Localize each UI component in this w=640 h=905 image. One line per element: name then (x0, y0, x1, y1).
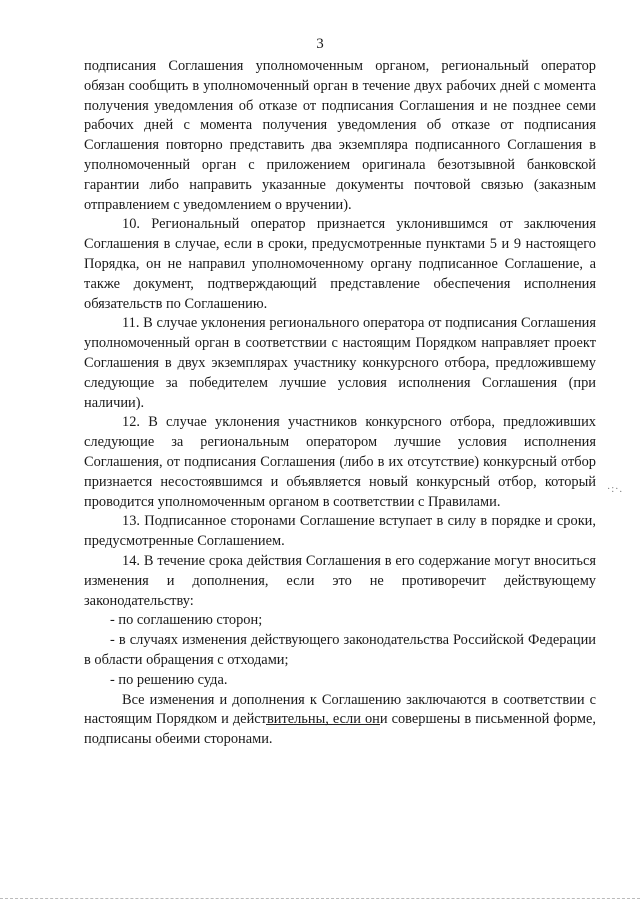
page-number: 3 (316, 36, 324, 52)
paragraph-12: 12. В случае уклонения участников конкурсного отбора, предложивших следующие за региональным оператором лучшие условия исполнения Соглашения, от подписания Соглашения (либо в их отсутствие) конкурсный отбор признается несостоявшимся и объявляется новый конкурсный отбор, который проводится уполномоченным органом в соответствии с Правилами. (84, 414, 596, 510)
paragraph-changes: Все изменения и дополнения к Соглашению заключаются в соответствии с настоящим Порядком и действительны, если они совершены в письменной форме, подписаны обеими сторонами. (84, 691, 596, 748)
list-item-agreement: - по соглашению сторон; (110, 612, 263, 629)
document-body (84, 57, 596, 750)
scan-artifact: ·:·. (607, 484, 623, 495)
paragraph-continuation: подписания Соглашения уполномоченным органом, региональный оператор обязан сообщить в уполномоченный орган в течение двух рабочих дней с момента получения уведомления об отказе от подписания Соглашения и не позднее семи рабочих дней с момента получения уведомления об отказе от подписания Соглашения повторно представить два экземпляра подписанного Соглашения в уполномоченный орган с приложением оригинала безотзывной банковской гарантии либо направить указанные документы почтовой связью (заказным отправлением с уведомлением о вручении). (84, 58, 596, 213)
list-item-legislation: - в случаях изменения действующего законодательства Российской Федерации в области обращения с отходами; (84, 632, 596, 668)
paragraph-11: 11. В случае уклонения регионального оператора от подписания Соглашения уполномоченный орган в соответствии с настоящим Порядком направляет проект Соглашения в двух экземплярах участнику конкурсного отбора, предложившему следующие за победителем лучшие условия исполнения Соглашения (при наличии). (84, 315, 596, 411)
paragraph-13: 13. Подписанное сторонами Соглашение вступает в силу в порядке и сроки, предусмотренные Соглашением. (84, 513, 596, 550)
scan-edge (0, 898, 640, 905)
list-item-court: - по решению суда. (110, 671, 228, 688)
paragraph-14: 14. В течение срока действия Соглашения в его содержание могут вноситься изменения и дополнения, если это не противоречит действующему законодательству: (84, 552, 596, 609)
end-divider (266, 724, 380, 725)
paragraph-10: 10. Региональный оператор признается уклонившимся от заключения Соглашения в случае, если в сроки, предусмотренные пунктами 5 и 9 настоящего Порядка, он не направил уполномоченному органу подписанное Соглашение, а также документ, подтверждающий представление обеспечения исполнения обязательств по Соглашению. (84, 216, 596, 312)
